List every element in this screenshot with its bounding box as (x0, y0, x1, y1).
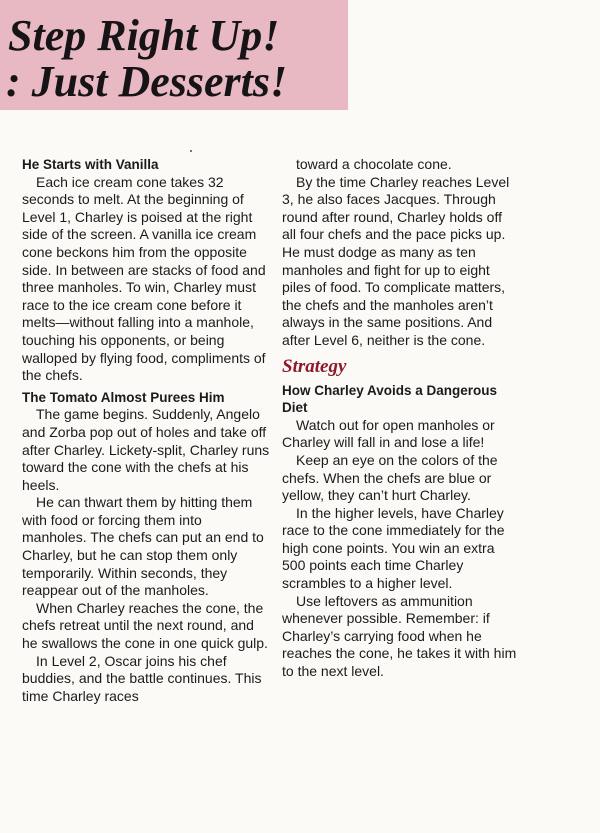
page-title-line-2: : Just Desserts! (6, 57, 288, 106)
left-column (22, 156, 270, 705)
paragraph: By the time Charley reaches Level 3, he also faces Jacques. Through round after round, Charley holds off all four chefs and the pace picks up. He must dodge as many as ten manholes and fight for up to eight piles of food. To complicate matters, the chefs and the manholes aren’t always in the same positions. And after Level 6, neither is the cone. (282, 173, 510, 348)
strategy-tip: Keep an eye on the colors of the chefs. When the chefs are blue or yellow, they can’t hurt Charley. (282, 451, 498, 504)
subheading-vanilla: He Starts with Vanilla (22, 157, 159, 172)
paragraph: He can thwart them by hitting them with food or forcing them into manholes. The chefs can put an end to Charley, but he can stop them only temporarily. Within seconds, they reappear out of the manholes. (22, 494, 264, 599)
paragraph-continued: toward a chocolate cone. (296, 156, 452, 172)
page-title-line-1: Step Right Up! (8, 11, 280, 60)
section-heading-strategy: Strategy (282, 355, 347, 377)
subheading-diet: How Charley Avoids a Dangerous Diet (282, 382, 498, 416)
subheading-tomato: The Tomato Almost Purees Him (22, 389, 225, 405)
paragraph: Each ice cream cone takes 32 seconds to melt. At the beginning of Level 1, Charley is poised at the right side of the screen. A vanilla ice cream cone beckons him from the opposite side. In between are stacks of food and three manholes. To win, Charley must race to the ice cream cone before it melts—without falling into a manhole, touching his opponents, or being walloped by flying food, compliments of the chefs. (22, 173, 266, 384)
right-column (282, 156, 518, 681)
print-speck (190, 150, 192, 152)
paragraph: In Level 2, Oscar joins his chef buddies, and the battle continues. This time Charley races (22, 652, 262, 704)
paragraph: The game begins. Suddenly, Angelo and Zorba pop out of holes and take off after Charley. Lickety-split, Charley runs toward the cone with the chefs at his heels. (22, 406, 270, 493)
strategy-tip: In the higher levels, have Charley race to the cone immediately for the high cone points. You win an extra 500 points each time Charley scrambles to a higher level. (282, 504, 505, 592)
strategy-tip: Use leftovers as ammunition whenever possible. Remember: if Charley’s carrying food when he reaches the cone, he takes it with him to the next level. (282, 592, 517, 680)
strategy-tip: Watch out for open manholes or Charley will fall in and lose a life! (282, 416, 495, 451)
paragraph: When Charley reaches the cone, the chefs retreat until the next round, and he swallows the cone in one quick gulp. (22, 599, 268, 652)
